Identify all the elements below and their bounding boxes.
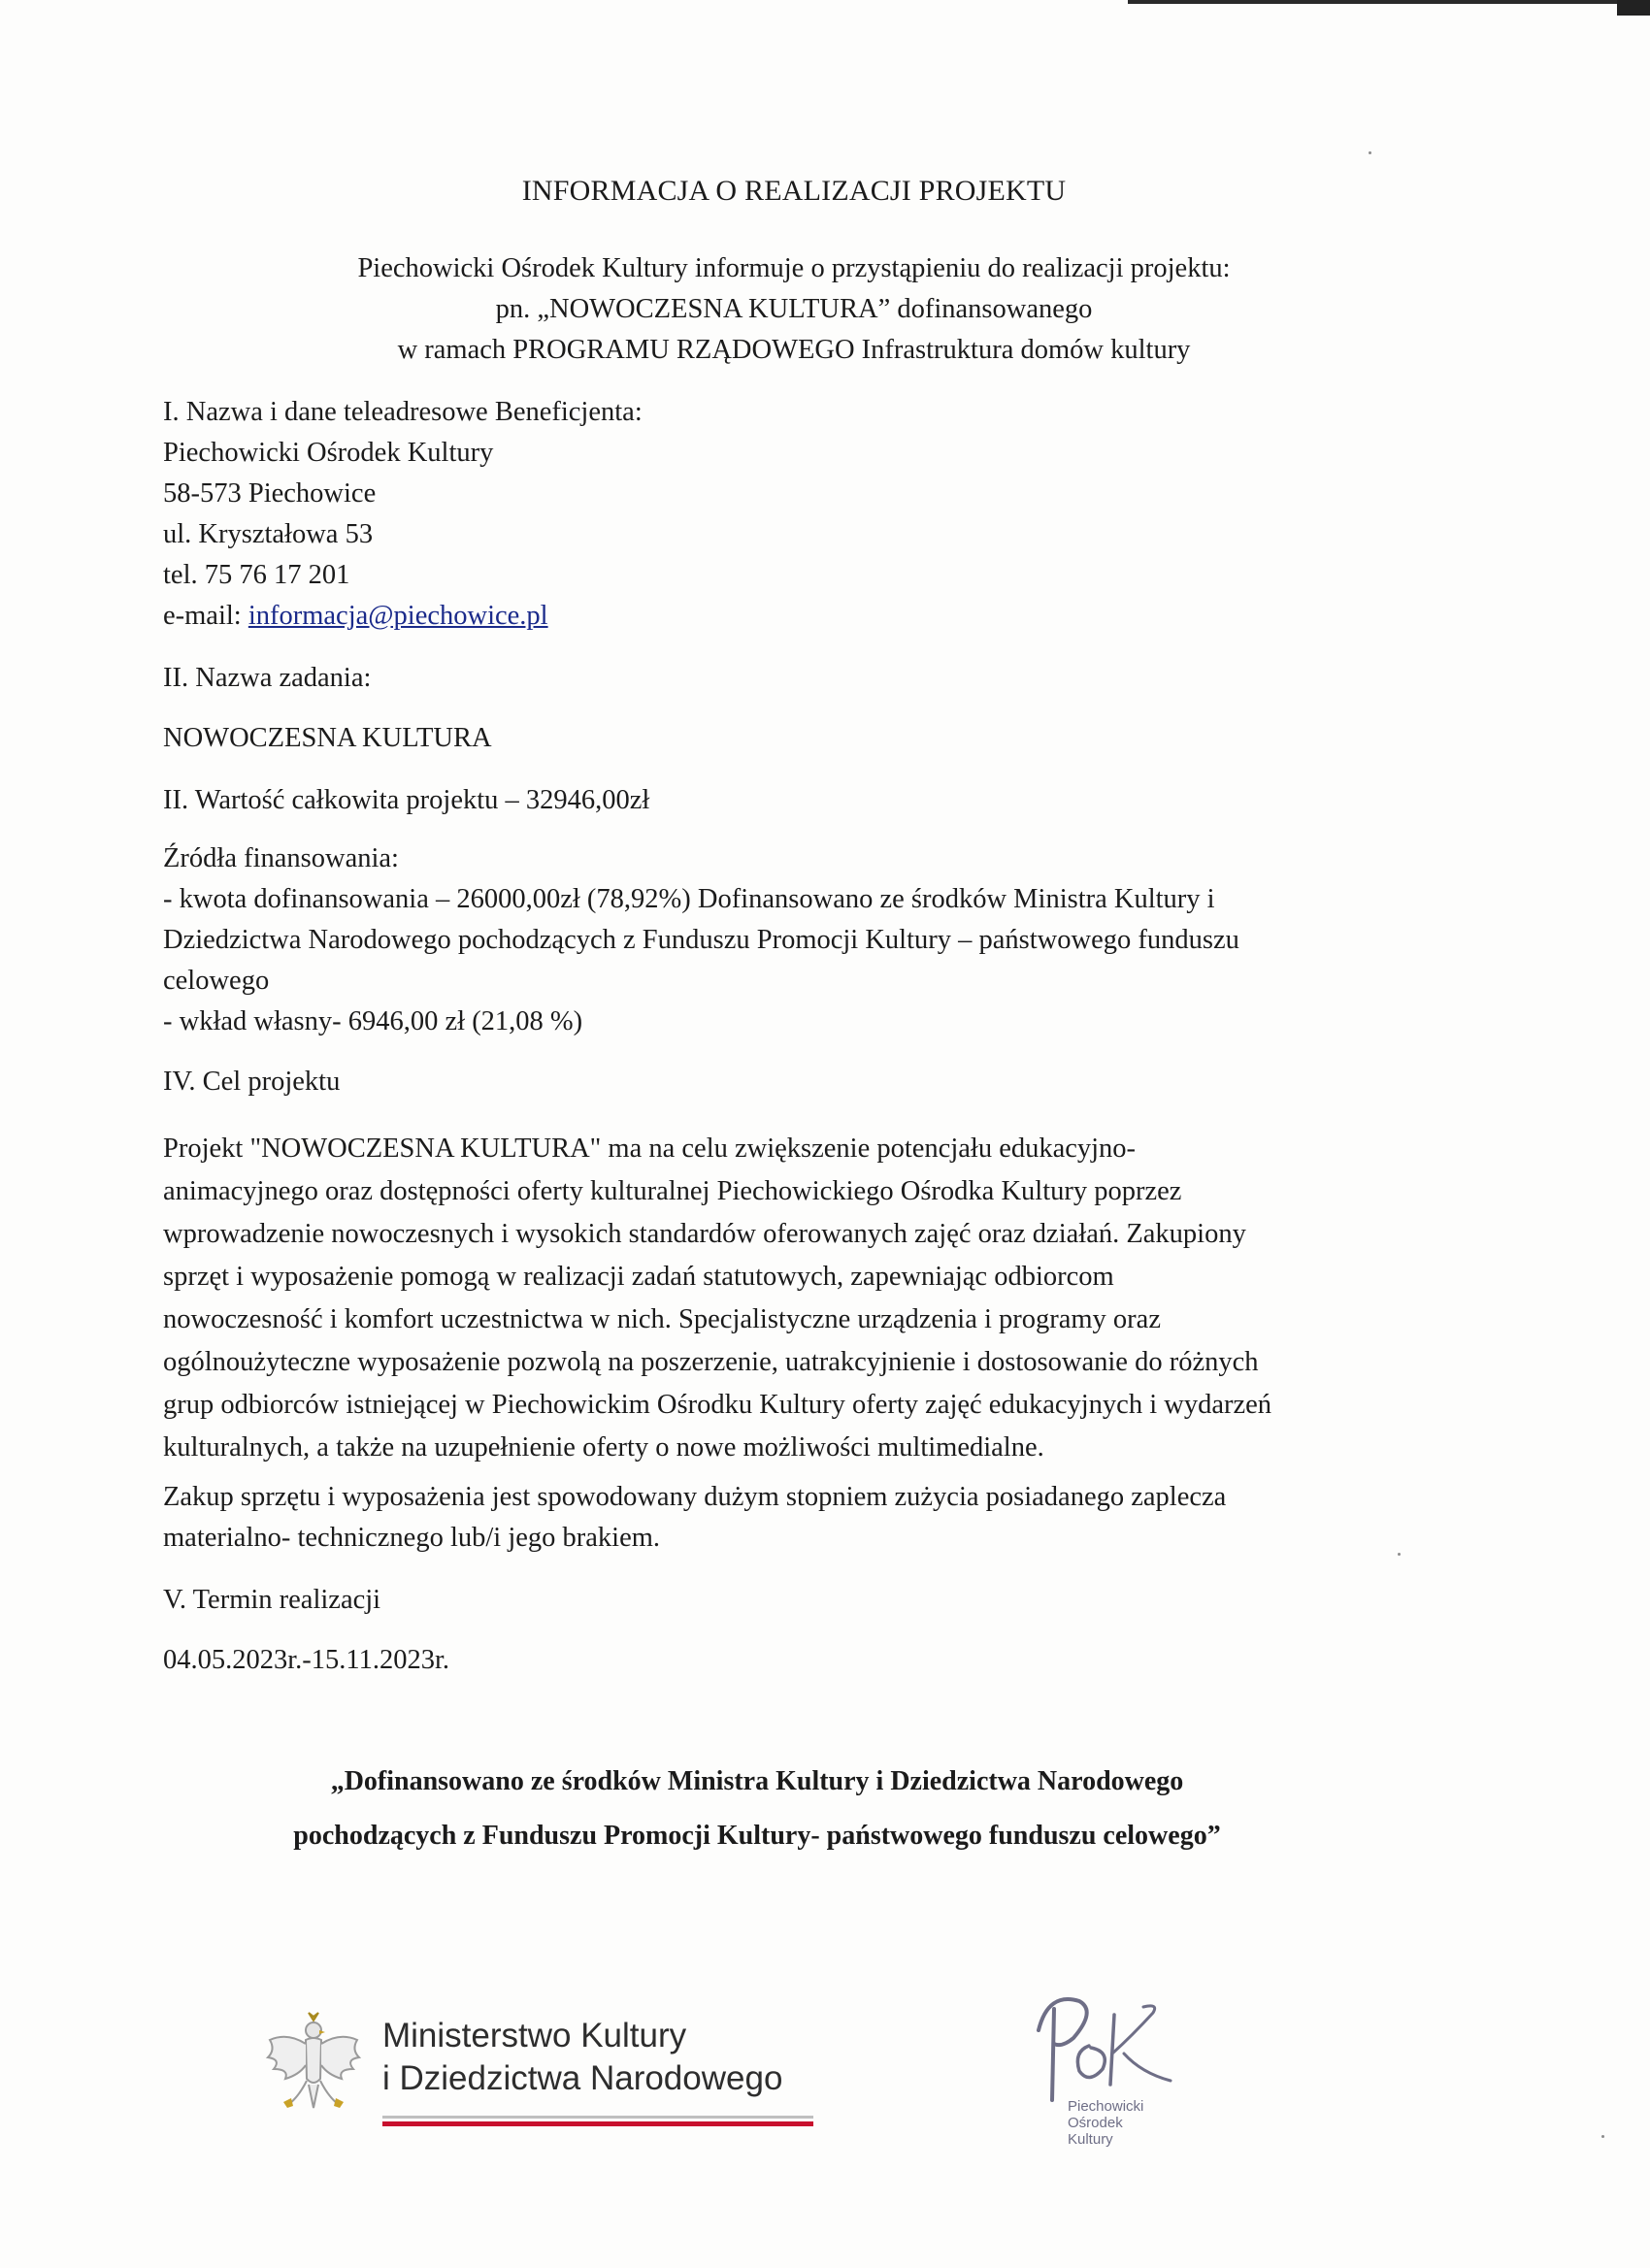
pok-mark-icon (1009, 1980, 1204, 2106)
scan-speck (1369, 151, 1371, 154)
project-value: II. Wartość całkowita projektu – 32946,00zł (163, 785, 650, 815)
ministry-grey-bar (382, 2116, 813, 2119)
funding-statement (0, 1755, 1514, 1863)
eagle-emblem-icon (260, 2007, 367, 2123)
beneficiary-street: ul. Kryształowa 53 (163, 519, 374, 549)
goal-line: wprowadzenie nowoczesnych i wysokich standardów oferowanych zajęć oraz działań. Zakupiony (163, 1219, 1246, 1249)
intro-block (0, 248, 1588, 371)
ministry-name (382, 2015, 782, 2100)
goal-line: sprzęt i wyposażenie pomogą w realizacji zadań statutowych, zapewniając odbiorcom (163, 1262, 1114, 1292)
ministry-name-line: i Dziedzictwa Narodowego (382, 2059, 783, 2097)
beneficiary-email-row (163, 596, 1454, 637)
beneficiary-postal: 58-573 Piechowice (163, 478, 377, 509)
ministry-logo (260, 2007, 823, 2143)
beneficiary-heading: I. Nazwa i dane teleadresowe Beneficjenta: (163, 397, 643, 427)
task-heading: II. Nazwa zadania: (163, 663, 372, 693)
purchase-paragraph (163, 1477, 1454, 1559)
term-heading: V. Termin realizacji (163, 1585, 381, 1615)
pok-name-line: Ośrodek (1068, 2115, 1123, 2131)
goal-line: nowoczesność i komfort uczestnictwa w nich. Specjalistyczne urządzenia i programy oraz (163, 1304, 1161, 1334)
funding-statement-line: pochodzących z Funduszu Promocji Kultury- państwowego funduszu celowego” (293, 1821, 1221, 1851)
intro-line: Piechowicki Ośrodek Kultury informuje o przystąpieniu do realizacji projektu: (357, 253, 1231, 283)
ministry-red-bar (382, 2121, 813, 2126)
funding-section (163, 838, 1454, 1042)
pok-name-line: Piechowicki (1068, 2098, 1144, 2115)
scan-edge-line (1128, 0, 1650, 4)
scan-corner-mark (1617, 0, 1650, 16)
pok-name-line: Kultury (1068, 2131, 1113, 2148)
funding-heading: Źródła finansowania: (163, 843, 399, 873)
goal-line: ogólnoużyteczne wyposażenie pozwolą na poszerzenie, uatrakcyjnienie i dostosowanie do różnych (163, 1347, 1259, 1377)
purchase-line: materialno- technicznego lub/i jego brakiem. (163, 1523, 661, 1553)
goal-heading: IV. Cel projektu (163, 1067, 341, 1097)
beneficiary-phone: tel. 75 76 17 201 (163, 560, 350, 590)
funding-line: - kwota dofinansowania – 26000,00zł (78,92%) Dofinansowano ze środków Ministra Kultury i (163, 884, 1215, 914)
term-dates: 04.05.2023r.-15.11.2023r. (163, 1645, 450, 1675)
beneficiary-name: Piechowicki Ośrodek Kultury (163, 438, 494, 468)
scan-speck (1601, 2135, 1604, 2138)
goal-line: animacyjnego oraz dostępności oferty kulturalnej Piechowickiego Ośrodka Kultury poprzez (163, 1176, 1182, 1206)
email-label: e-mail: (163, 601, 248, 631)
intro-line: w ramach PROGRAMU RZĄDOWEGO Infrastruktura domów kultury (397, 335, 1191, 365)
pok-logo (1009, 1980, 1204, 2174)
goal-line: kulturalnych, a także na uzupełnienie oferty o nowe możliwości multimedialne. (163, 1432, 1044, 1463)
funding-line: Dziedzictwa Narodowego pochodzących z Funduszu Promocji Kultury – państwowego funduszu (163, 925, 1239, 955)
funding-line: celowego (163, 966, 270, 996)
goal-line: Projekt "NOWOCZESNA KULTURA" ma na celu zwiększenie potencjału edukacyjno- (163, 1134, 1137, 1164)
goal-paragraph (163, 1128, 1454, 1469)
funding-line: - wkład własny- 6946,00 zł (21,08 %) (163, 1006, 583, 1036)
goal-line: grup odbiorców istniejącej w Piechowickim Ośrodku Kultury oferty zajęć edukacyjnych i wydarzeń (163, 1390, 1272, 1420)
purchase-line: Zakup sprzętu i wyposażenia jest spowodowany dużym stopniem zużycia posiadanego zaplecza (163, 1482, 1227, 1512)
intro-line: pn. „NOWOCZESNA KULTURA” dofinansowanego (495, 294, 1093, 324)
email-link[interactable]: informacja@piechowice.pl (248, 601, 548, 631)
funding-statement-line: „Dofinansowano ze środków Ministra Kultury i Dziedzictwa Narodowego (330, 1766, 1184, 1796)
document-title: INFORMACJA O REALIZACJI PROJEKTU (521, 175, 1067, 207)
beneficiary-section (163, 392, 1454, 637)
pok-name (1068, 2098, 1143, 2148)
ministry-name-line: Ministerstwo Kultury (382, 2017, 687, 2054)
task-name: NOWOCZESNA KULTURA (163, 723, 492, 753)
